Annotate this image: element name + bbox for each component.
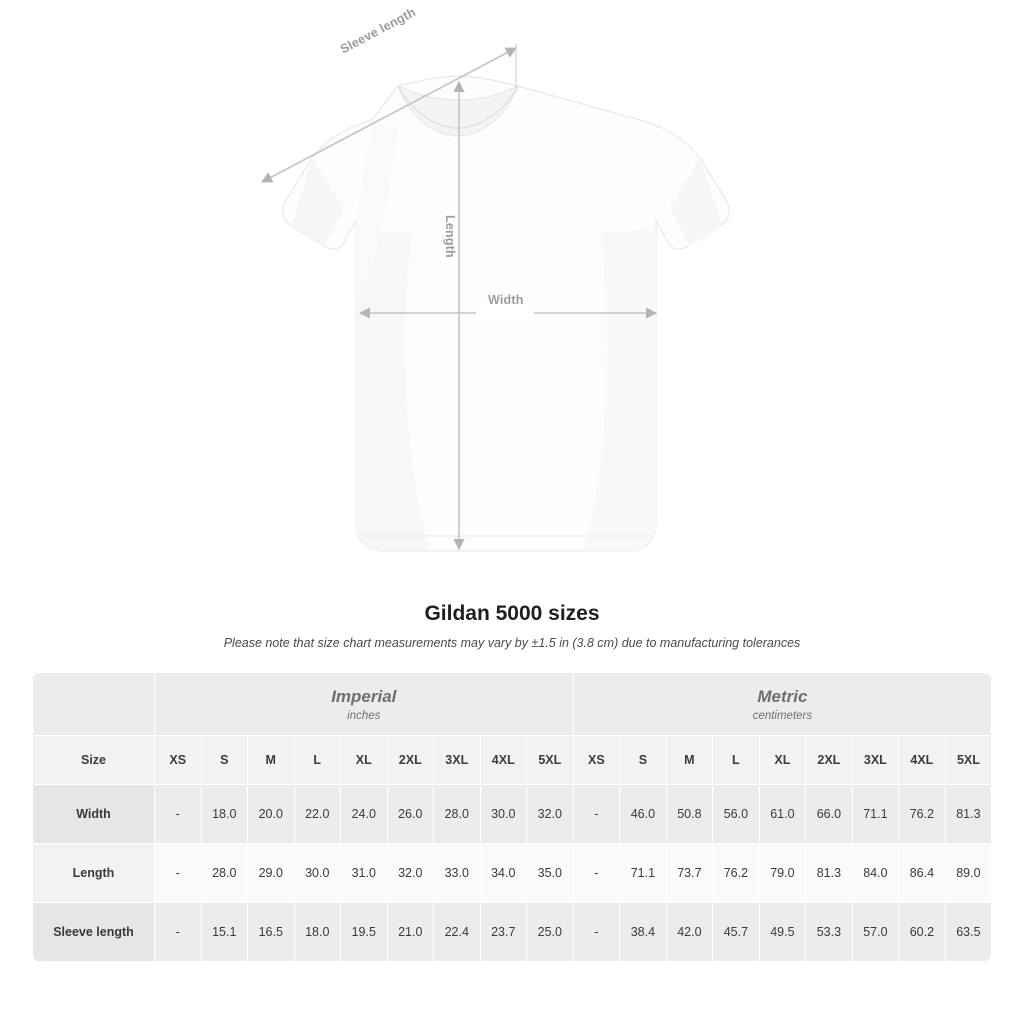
- measurement-label: Width: [33, 785, 155, 844]
- measurement-cell: 23.7: [480, 903, 527, 962]
- length-dimension-label: Length: [443, 215, 457, 258]
- size-header-cell: M: [248, 736, 295, 785]
- size-header-cell: L: [713, 736, 760, 785]
- measurement-cell: 29.0: [248, 844, 295, 903]
- measurement-cell: -: [573, 844, 620, 903]
- measurement-cell: 76.2: [713, 844, 760, 903]
- size-header-cell: 3XL: [852, 736, 899, 785]
- size-header-cell: L: [294, 736, 341, 785]
- table-row: [33, 785, 992, 844]
- measurement-cell: 86.4: [899, 844, 946, 903]
- measurement-cell: 31.0: [341, 844, 388, 903]
- measurement-cell: 19.5: [341, 903, 388, 962]
- measurement-cell: 89.0: [945, 844, 992, 903]
- measurement-cell: 34.0: [480, 844, 527, 903]
- measurement-cell: 38.4: [620, 903, 667, 962]
- size-header-cell: 3XL: [434, 736, 481, 785]
- unit-header-imperial: [155, 673, 574, 736]
- measurement-cell: 56.0: [713, 785, 760, 844]
- width-dimension-label: Width: [484, 293, 528, 307]
- measurement-cell: 81.3: [945, 785, 992, 844]
- measurement-cell: 76.2: [899, 785, 946, 844]
- measurement-cell: 57.0: [852, 903, 899, 962]
- measurement-cell: 24.0: [341, 785, 388, 844]
- size-header-row: [33, 736, 992, 785]
- measurement-cell: 35.0: [527, 844, 574, 903]
- measurement-cell: -: [155, 903, 202, 962]
- measurement-cell: 81.3: [806, 844, 853, 903]
- size-header-cell: XS: [573, 736, 620, 785]
- measurement-cell: 73.7: [666, 844, 713, 903]
- size-header-label: Size: [33, 736, 155, 785]
- unit-sub-name: centimeters: [752, 709, 813, 722]
- table-row: [33, 844, 992, 903]
- measurement-cell: 84.0: [852, 844, 899, 903]
- measurement-cell: 53.3: [806, 903, 853, 962]
- size-header-cell: XL: [759, 736, 806, 785]
- size-header-cell: S: [201, 736, 248, 785]
- measurement-cell: 30.0: [480, 785, 527, 844]
- size-header-cell: 4XL: [480, 736, 527, 785]
- size-header-cell: 5XL: [527, 736, 574, 785]
- measurement-cell: 22.4: [434, 903, 481, 962]
- measurement-cell: -: [155, 785, 202, 844]
- measurement-cell: 28.0: [434, 785, 481, 844]
- measurement-cell: 16.5: [248, 903, 295, 962]
- measurement-cell: 49.5: [759, 903, 806, 962]
- size-header-cell: 4XL: [899, 736, 946, 785]
- size-header-cell: 2XL: [387, 736, 434, 785]
- measurement-cell: 66.0: [806, 785, 853, 844]
- sleeve-length-dimension-label: Sleeve length: [338, 4, 419, 57]
- size-header-cell: XL: [341, 736, 388, 785]
- size-table: [32, 672, 992, 962]
- size-table-container: [32, 672, 992, 962]
- measurement-cell: 18.0: [294, 903, 341, 962]
- measurement-cell: 60.2: [899, 903, 946, 962]
- measurement-cell: 25.0: [527, 903, 574, 962]
- unit-system-name: Metric: [757, 687, 808, 707]
- measurement-cell: 28.0: [201, 844, 248, 903]
- measurement-cell: 45.7: [713, 903, 760, 962]
- measurement-cell: -: [155, 844, 202, 903]
- measurement-cell: 61.0: [759, 785, 806, 844]
- measurement-cell: 32.0: [387, 844, 434, 903]
- measurement-cell: 18.0: [201, 785, 248, 844]
- measurement-cell: 63.5: [945, 903, 992, 962]
- tolerance-note: Please note that size chart measurements may vary by ±1.5 in (3.8 cm) due to manufacturing tolerances: [223, 636, 801, 650]
- measurement-cell: 32.0: [527, 785, 574, 844]
- measurement-cell: 21.0: [387, 903, 434, 962]
- measurement-cell: 71.1: [852, 785, 899, 844]
- table-corner-cell: [33, 673, 155, 736]
- measurement-cell: 30.0: [294, 844, 341, 903]
- measurement-cell: 79.0: [759, 844, 806, 903]
- unit-header-metric: [573, 673, 992, 736]
- measurement-cell: 33.0: [434, 844, 481, 903]
- measurement-cell: 42.0: [666, 903, 713, 962]
- measurement-cell: -: [573, 785, 620, 844]
- measurement-cell: -: [573, 903, 620, 962]
- unit-sub-name: inches: [347, 709, 381, 722]
- measurement-cell: 15.1: [201, 903, 248, 962]
- size-header-cell: S: [620, 736, 667, 785]
- size-header-cell: XS: [155, 736, 202, 785]
- measurement-cell: 50.8: [666, 785, 713, 844]
- measurement-label: Length: [33, 844, 155, 903]
- measurement-cell: 46.0: [620, 785, 667, 844]
- table-row: [33, 903, 992, 962]
- size-header-cell: M: [666, 736, 713, 785]
- measurement-cell: 26.0: [387, 785, 434, 844]
- unit-header-row: [33, 673, 992, 736]
- chart-title-block: [0, 602, 1024, 650]
- size-header-cell: 5XL: [945, 736, 992, 785]
- unit-system-name: Imperial: [331, 687, 397, 707]
- size-header-cell: 2XL: [806, 736, 853, 785]
- measurement-cell: 71.1: [620, 844, 667, 903]
- measurement-label: Sleeve length: [33, 903, 155, 962]
- measurement-cell: 20.0: [248, 785, 295, 844]
- measurement-cell: 22.0: [294, 785, 341, 844]
- page-title: Gildan 5000 sizes: [424, 602, 600, 625]
